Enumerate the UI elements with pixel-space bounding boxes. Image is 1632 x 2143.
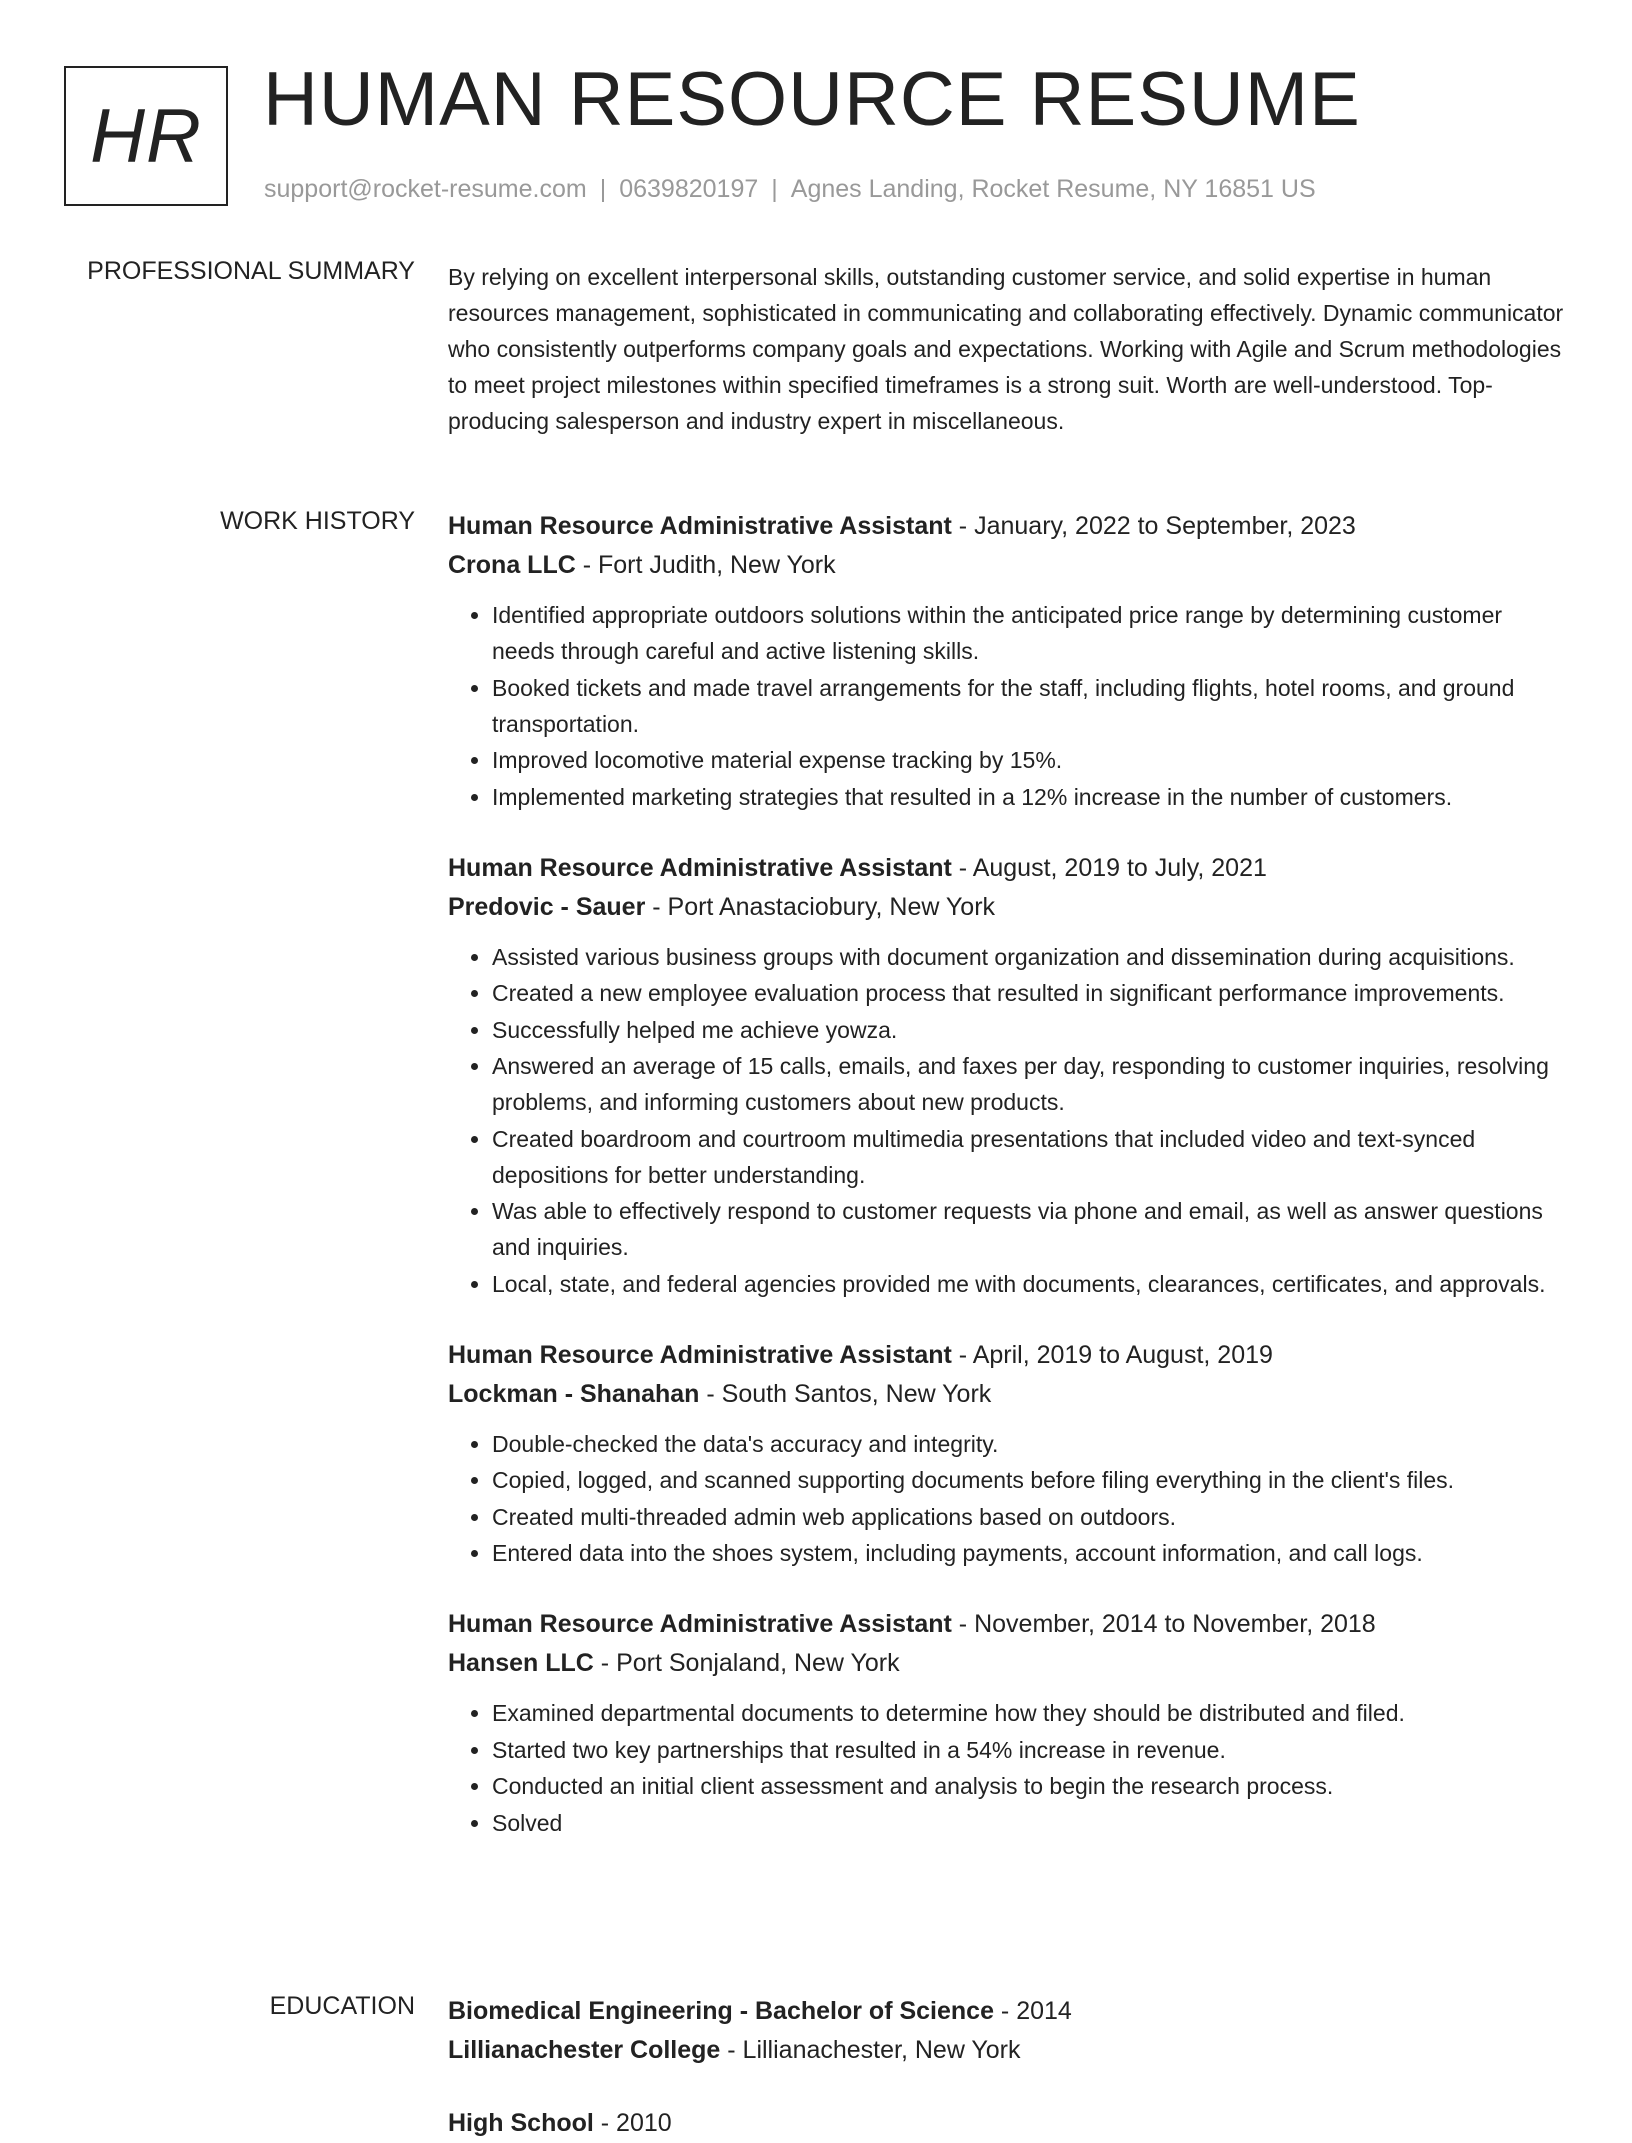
job-company: Hansen LLC — [448, 1649, 594, 1677]
summary-text: By relying on excellent interpersonal skills, outstanding customer service, and solid expertise in human resources management, sophisticated in communicating and collaborating effectively. Dynamic communicator who consistently outperforms company goals and expectations. Working with Agile and Scrum methodologies to meet project milestones within specified timeframes is a strong suit. Worth are well-understood. Top-producing salesperson and industry expert in miscellaneous. — [448, 264, 1564, 434]
contact-line — [264, 175, 1316, 204]
job-bullet: • Entered data into the shoes system, including payments, account information, and call logs. — [492, 1535, 1568, 1571]
job-bullets — [448, 1695, 1568, 1841]
job-bullet: • Local, state, and federal agencies provided me with documents, clearances, certificates, and approvals. — [492, 1266, 1568, 1302]
degree-year: - 2010 — [593, 2109, 672, 2137]
job-title: Human Resource Administrative Assistant — [448, 1610, 952, 1638]
job-bullet: • Booked tickets and made travel arrangements for the staff, including flights, hotel rooms, and ground transportation. — [492, 670, 1568, 742]
job-company-line — [448, 1375, 1568, 1414]
education-body — [448, 1992, 1568, 2143]
job-bullet: • Conducted an initial client assessment and analysis to begin the research process. — [492, 1768, 1568, 1804]
job-dates: - November, 2014 to November, 2018 — [951, 1610, 1376, 1638]
job-entry — [448, 849, 1568, 1302]
job-bullet: • Was able to effectively respond to customer requests via phone and email, as well as answer questions and inquiries. — [492, 1193, 1568, 1265]
job-title-line — [448, 507, 1568, 546]
job-bullet: • Created a new employee evaluation process that resulted in significant performance improvements. — [492, 975, 1568, 1011]
job-dates: - April, 2019 to August, 2019 — [951, 1340, 1273, 1369]
job-bullet: • Answered an average of 15 calls, emails, and faxes per day, responding to customer inquiries, resolving problems, and informing customers about new products. — [492, 1048, 1568, 1120]
contact-separator: | — [599, 175, 607, 203]
job-title-line — [448, 1605, 1568, 1644]
education-entry — [448, 1992, 1568, 2070]
job-title-line — [448, 1336, 1568, 1375]
resume-title: HUMAN RESOURCE RESUME — [263, 57, 1361, 142]
job-company: Predovic - Sauer — [448, 892, 646, 921]
job-bullet: • Examined departmental documents to determine how they should be distributed and filed. — [492, 1695, 1568, 1731]
summary-label: PROFESSIONAL SUMMARY — [87, 257, 415, 285]
job-bullets — [448, 597, 1568, 815]
contact-phone: 0639820197 — [619, 175, 759, 203]
school-location: - Lillianachester, New York — [720, 2036, 1021, 2064]
job-bullet: • Double-checked the data's accuracy and integrity. — [492, 1426, 1568, 1462]
job-dates: - August, 2019 to July, 2021 — [951, 853, 1267, 882]
job-entry — [448, 1336, 1568, 1572]
job-bullet: • Implemented marketing strategies that resulted in a 12% increase in the number of customers. — [492, 779, 1568, 815]
job-title: Human Resource Administrative Assistant — [448, 512, 952, 540]
job-company: Crona LLC — [448, 551, 576, 579]
job-location: - South Santos, New York — [699, 1379, 992, 1408]
job-bullet: • Started two key partnerships that resulted in a 54% increase in revenue. — [492, 1732, 1568, 1768]
job-bullets — [448, 1426, 1568, 1572]
job-bullet: • Created boardroom and courtroom multimedia presentations that included video and text-synced depositions for better understanding. — [492, 1121, 1568, 1193]
job-company-line — [448, 888, 1568, 927]
job-company-line — [448, 546, 1568, 585]
job-title: Human Resource Administrative Assistant — [448, 1340, 952, 1369]
degree-name: Biomedical Engineering - Bachelor of Science — [448, 1997, 994, 2025]
work-history-label: WORK HISTORY — [220, 507, 415, 535]
job-bullet: • Solved — [492, 1805, 1568, 1841]
job-title-line — [448, 849, 1568, 888]
job-bullets — [448, 939, 1568, 1302]
job-dates: - January, 2022 to September, 2023 — [951, 512, 1356, 540]
education-label: EDUCATION — [269, 1992, 415, 2020]
job-bullet: • Copied, logged, and scanned supporting documents before filing everything in the client's files. — [492, 1462, 1568, 1498]
summary-body — [448, 259, 1568, 439]
school-name: Lillianachester College — [448, 2036, 721, 2064]
contact-address: Agnes Landing, Rocket Resume, NY 16851 US — [790, 175, 1316, 203]
job-bullet: • Identified appropriate outdoors solutions within the anticipated price range by determining customer needs through careful and active listening skills. — [492, 597, 1568, 669]
job-bullet: • Successfully helped me achieve yowza. — [492, 1012, 1568, 1048]
job-location: - Port Sonjaland, New York — [593, 1649, 900, 1677]
job-bullet: • Created multi-threaded admin web applications based on outdoors. — [492, 1499, 1568, 1535]
job-entry — [448, 1605, 1568, 1841]
education-entry — [448, 2104, 1568, 2143]
job-company-line — [448, 1644, 1568, 1683]
job-entry — [448, 507, 1568, 815]
job-bullet: • Improved locomotive material expense tracking by 15%. — [492, 742, 1568, 778]
job-bullet: • Assisted various business groups with document organization and dissemination during acquisitions. — [492, 939, 1568, 975]
degree-name: High School — [448, 2109, 594, 2137]
job-company: Lockman - Shanahan — [448, 1379, 700, 1408]
degree-line — [448, 1992, 1568, 2031]
contact-separator: | — [771, 175, 778, 203]
degree-line — [448, 2104, 1568, 2143]
job-location: - Fort Judith, New York — [575, 551, 836, 579]
school-line — [448, 2031, 1568, 2070]
contact-email: support@rocket-resume.com — [264, 175, 587, 203]
degree-year: - 2014 — [993, 1997, 1072, 2025]
job-title: Human Resource Administrative Assistant — [448, 853, 952, 882]
monogram-logo: HR — [64, 66, 228, 206]
work-history-body — [448, 507, 1568, 1841]
job-location: - Port Anastaciobury, New York — [645, 892, 996, 921]
